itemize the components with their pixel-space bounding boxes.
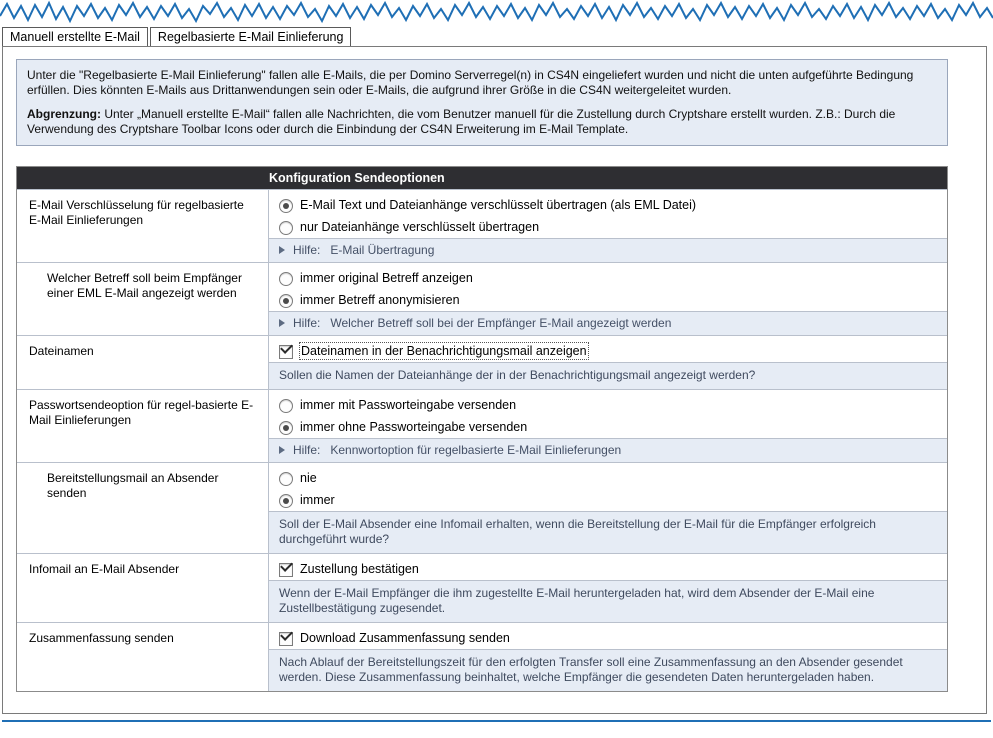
help-word: Hilfe: (293, 316, 321, 330)
option-label: nur Dateianhänge verschlüsselt übertragen (300, 220, 540, 234)
info-paragraph-1: Unter die "Regelbasierte E-Mail Einlieferung" fallen alle E-Mails, die per Domino Serverregel(n) in CS4N eingeliefert wurden und nicht die unten aufgeführte Bedingung erfüllen. Dies könnten E-Mails aus Drittanwendungen sein oder E-Mails, die aufgrund ihrer Größe in die CS4N weitergeleitet wurden. (27, 68, 914, 97)
table-row (17, 189, 947, 262)
table-row (17, 335, 947, 389)
row-label: E-Mail Verschlüsselung für regelbasierte E-Mail Einlieferungen (17, 190, 269, 262)
content-frame (2, 46, 987, 714)
row-options (269, 190, 947, 262)
option-row[interactable] (269, 190, 947, 216)
option-row[interactable] (269, 390, 947, 416)
option-row[interactable] (269, 336, 947, 362)
radio-nur-dateianhaenge[interactable] (279, 221, 293, 235)
option-row[interactable] (269, 554, 947, 580)
option-row[interactable] (269, 263, 947, 289)
help-topic[interactable]: Kennwortoption für regelbasierte E-Mail Einlieferungen (330, 443, 622, 457)
expand-triangle-icon[interactable] (279, 319, 285, 327)
expand-triangle-icon[interactable] (279, 446, 285, 454)
help-word: Hilfe: (293, 243, 321, 257)
help-word: Hilfe: (293, 443, 321, 457)
radio-betreff-anonymisieren[interactable] (279, 294, 293, 308)
option-label: immer mit Passworteingabe versenden (300, 398, 517, 412)
bottom-decoration (0, 717, 993, 735)
help-link-row[interactable] (269, 238, 947, 262)
option-label: Dateinamen in der Benachrichtigungsmail anzeigen (301, 344, 587, 358)
row-label: Bereitstellungsmail an Absender senden (17, 463, 269, 553)
option-label: Zustellung bestätigen (300, 562, 419, 576)
table-row (17, 389, 947, 462)
send-options-table (16, 166, 948, 692)
radio-mit-passworteingabe[interactable] (279, 399, 293, 413)
row-label: Passwortsendeoption für regel-basierte E-Mail Einlieferungen (17, 390, 269, 462)
table-header-left (17, 167, 269, 189)
option-label: E-Mail Text und Dateianhänge verschlüsselt übertragen (als EML Datei) (300, 198, 697, 212)
row-description: Wenn der E-Mail Empfänger die ihm zugestellte E-Mail heruntergeladen hat, wird dem Absender der E-Mail eine Zustellbestätigung zugesendet. (269, 580, 947, 622)
tab-manuell-erstellte-email[interactable] (2, 27, 148, 47)
info-box (16, 59, 948, 146)
radio-ohne-passworteingabe[interactable] (279, 421, 293, 435)
info-paragraph-2-text: Unter „Manuell erstellte E-Mail“ fallen alle Nachrichten, die vom Benutzer manuell für die Zustellung durch Cryptshare erstellt wurden. Z.B.: Durch die Verwendung des Cryptshare Toolbar Icons oder durch die Einbindung der CS4N Erweiterung im E-Mail Template. (27, 107, 896, 136)
option-row[interactable] (269, 416, 947, 438)
row-label: Welcher Betreff soll beim Empfänger einer EML E-Mail angezeigt werden (17, 263, 269, 335)
help-topic[interactable]: E-Mail Übertragung (330, 243, 435, 257)
option-label: immer ohne Passworteingabe versenden (300, 420, 528, 434)
checkbox-dateinamen-anzeigen[interactable] (279, 345, 293, 359)
table-row (17, 622, 947, 691)
help-topic[interactable]: Welcher Betreff soll bei der Empfänger E-Mail angezeigt werden (330, 316, 672, 330)
row-options (269, 623, 947, 691)
help-link-row[interactable] (269, 311, 947, 335)
radio-bereitstellungsmail-immer[interactable] (279, 494, 293, 508)
option-row[interactable] (269, 489, 947, 511)
row-description: Nach Ablauf der Bereitstellungszeit für den erfolgten Transfer soll eine Zusammenfassung an den Absender gesendet werden. Diese Zusammenfassung beinhaltet, welche Empfänger die gesendeten Daten heruntergeladen haben. (269, 649, 947, 691)
option-label: immer Betreff anonymisieren (300, 293, 460, 307)
top-decoration (0, 0, 993, 26)
tab-label: Manuell erstellte E-Mail (10, 30, 140, 44)
row-label: Infomail an E-Mail Absender (17, 554, 269, 622)
tab-bar[interactable] (0, 26, 993, 46)
row-label: Zusammenfassung senden (17, 623, 269, 691)
info-paragraph-2-lead: Abgrenzung: (27, 107, 101, 121)
expand-triangle-icon[interactable] (279, 246, 285, 254)
option-row[interactable] (269, 216, 947, 238)
option-label: Download Zusammenfassung senden (300, 631, 510, 645)
row-options (269, 390, 947, 462)
option-row[interactable] (269, 289, 947, 311)
row-description: Soll der E-Mail Absender eine Infomail erhalten, wenn die Bereitstellung der E-Mail für die Empfänger erfolgreich durchgeführt wurde? (269, 511, 947, 553)
table-row (17, 553, 947, 622)
option-row[interactable] (269, 623, 947, 649)
option-label: immer original Betreff anzeigen (300, 271, 473, 285)
radio-email-text-und-anhaenge[interactable] (279, 199, 293, 213)
row-options (269, 263, 947, 335)
tab-label: Regelbasierte E-Mail Einlieferung (157, 30, 344, 44)
help-link-row[interactable] (269, 438, 947, 462)
tab-regelbasierte-email-einlieferung[interactable] (150, 27, 352, 47)
checkbox-download-zusammenfassung[interactable] (279, 632, 293, 646)
option-row[interactable] (269, 463, 947, 489)
radio-original-betreff[interactable] (279, 272, 293, 286)
option-label: immer (300, 493, 335, 507)
row-description: Sollen die Namen der Dateianhänge der in der Benachrichtigungsmail angezeigt werden? (269, 362, 947, 389)
table-row (17, 462, 947, 553)
row-label: Dateinamen (17, 336, 269, 389)
info-paragraph-2 (27, 107, 937, 136)
checkbox-zustellung-bestaetigen[interactable] (279, 563, 293, 577)
table-header (17, 167, 947, 189)
row-options (269, 463, 947, 553)
table-header-title: Konfiguration Sendeoptionen (269, 171, 445, 185)
table-row (17, 262, 947, 335)
row-options (269, 554, 947, 622)
row-options (269, 336, 947, 389)
radio-bereitstellungsmail-nie[interactable] (279, 472, 293, 486)
option-label: nie (300, 471, 317, 485)
